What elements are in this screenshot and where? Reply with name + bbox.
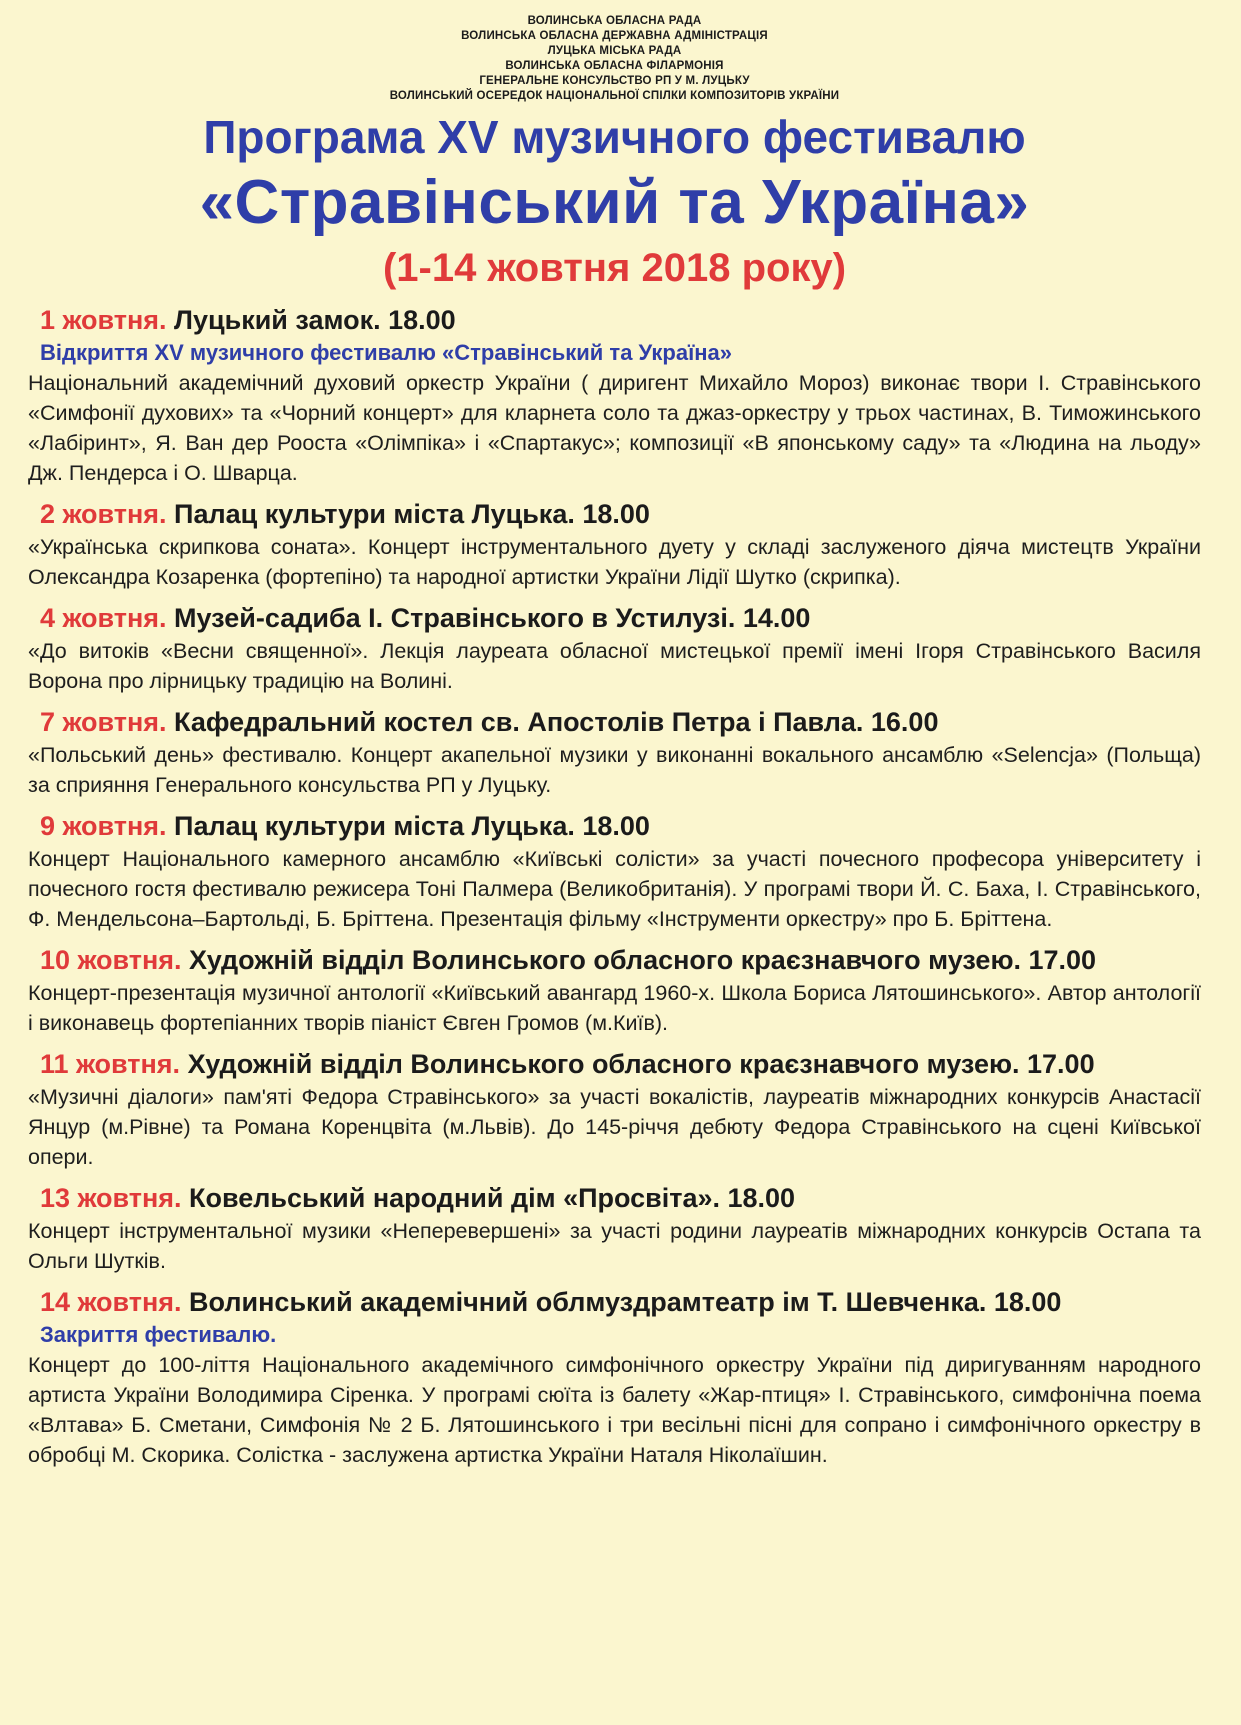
event-heading bbox=[28, 704, 1201, 740]
event-date: 9 жовтня. bbox=[40, 811, 167, 841]
event-venue: Палац культури міста Луцька. 18.00 bbox=[174, 499, 650, 529]
event-oct-13 bbox=[28, 1180, 1201, 1276]
event-venue: Луцький замок. 18.00 bbox=[174, 305, 456, 335]
event-description: «Польський день» фестивалю. Концерт акапельної музики у виконанні вокального ансамблю «Selencja» (Польща) за сприяння Генерального консульства РП у Луцьку. bbox=[28, 743, 1201, 797]
event-oct-7 bbox=[28, 704, 1201, 800]
organizer-line: ВОЛИНСЬКА ОБЛАСНА ФІЛАРМОНІЯ bbox=[505, 60, 724, 72]
event-oct-14 bbox=[28, 1284, 1201, 1470]
event-description: Концерт інструментальної музики «Неперевершені» за участі родини лауреатів міжнародних конкурсів Остапа та Ольги Шутків. bbox=[28, 1219, 1201, 1273]
event-heading bbox=[28, 600, 1201, 636]
organizer-line: ВОЛИНСЬКА ОБЛАСНА РАДА bbox=[527, 15, 702, 27]
event-oct-1 bbox=[28, 302, 1201, 488]
event-venue: Ковельський народний дім «Просвіта». 18.00 bbox=[189, 1183, 796, 1213]
event-heading bbox=[28, 1046, 1201, 1082]
event-heading bbox=[28, 1180, 1201, 1216]
event-venue: Художній відділ Волинського обласного краєзнавчого музею. 17.00 bbox=[187, 1049, 1095, 1079]
organizers-list bbox=[28, 14, 1201, 104]
event-heading bbox=[28, 302, 1201, 338]
event-heading bbox=[28, 496, 1201, 532]
event-venue: Кафедральний костел св. Апостолів Петра і Павла. 16.00 bbox=[174, 707, 939, 737]
event-venue: Волинський академічний облмуздрамтеатр ім Т. Шевченка. 18.00 bbox=[189, 1287, 1062, 1317]
event-date: 10 жовтня. bbox=[40, 945, 182, 975]
event-venue: Палац культури міста Луцька. 18.00 bbox=[174, 811, 650, 841]
event-oct-2 bbox=[28, 496, 1201, 592]
event-date: 2 жовтня. bbox=[40, 499, 167, 529]
event-description: Концерт Національного камерного ансамблю «Київські солісти» за участі почесного професора університету і почесного гостя фестивалю режисера Тоні Палмера (Великобританія). У програмі твори Й. С. Баха, І. Стравінського, Ф. Мендельсона–Бартольді, Б. Бріттена. Презентація фільму «Інструменти оркестру» про Б. Бріттена. bbox=[28, 847, 1201, 931]
event-subtitle: Закриття фестивалю. bbox=[40, 1322, 277, 1347]
festival-name: «Стравінський та Україна» bbox=[199, 168, 1030, 237]
event-subtitle: Відкриття XV музичного фестивалю «Стравінський та Україна» bbox=[40, 340, 733, 365]
event-date: 14 жовтня. bbox=[40, 1287, 182, 1317]
event-date: 11 жовтня. bbox=[40, 1049, 181, 1079]
organizer-line: ВОЛИНСЬКА ОБЛАСНА ДЕРЖАВНА АДМІНІСТРАЦІЯ bbox=[461, 30, 768, 42]
event-oct-9 bbox=[28, 808, 1201, 934]
event-heading bbox=[28, 808, 1201, 844]
event-description: Національний академічний духовий оркестр України ( диригент Михайло Мороз) виконає твори І. Стравінського «Симфонії духових» та «Чорний концерт» для кларнета соло та джаз-оркестру у трьох частинах, В. Тиможинського «Лабіринт», Я. Ван дер Рооста «Олімпіка» і «Спартакус»; композиції «В японському саду» та «Людина на льоду» Дж. Пендерса і О. Шварца. bbox=[28, 371, 1201, 485]
event-date: 4 жовтня. bbox=[40, 603, 167, 633]
event-description: «До витоків «Весни священної». Лекція лауреата обласної мистецької премії імені Ігоря Стравінського Василя Ворона про лірницьку традицію на Волині. bbox=[28, 639, 1201, 693]
event-description: «Українська скрипкова соната». Концерт інструментального дуету у складі заслуженого діяча мистецтв України Олександра Козаренка (фортепіно) та народної артистки України Лідії Шутко (скрипка). bbox=[28, 535, 1201, 589]
event-description: Концерт до 100-ліття Національного академічного симфонічного оркестру України під диригуванням народного артиста України Володимира Сіренка. У програмі сюїта із балету «Жар-птиця» І. Стравінського, симфонічна поема «Влтава» Б. Сметани, Симфонія № 2 Б. Лятошинського і три весільні пісні для сопрано і симфонічного оркестру в обробці М. Скорика. Солістка - заслужена артистка України Наталя Ніколаїшин. bbox=[28, 1353, 1201, 1467]
event-heading bbox=[28, 942, 1201, 978]
organizer-line: ВОЛИНСЬКИЙ ОСЕРЕДОК НАЦІОНАЛЬНОЇ СПІЛКИ КОМПОЗИТОРІВ УКРАЇНИ bbox=[389, 90, 840, 102]
festival-dates: (1-14 жовтня 2018 року) bbox=[382, 246, 847, 290]
event-oct-11 bbox=[28, 1046, 1201, 1172]
event-oct-10 bbox=[28, 942, 1201, 1038]
event-venue: Музей-садиба І. Стравінського в Устилузі. 14.00 bbox=[174, 603, 811, 633]
event-venue: Художній відділ Волинського обласного краєзнавчого музею. 17.00 bbox=[189, 945, 1097, 975]
organizer-line: ЛУЦЬКА МІСЬКА РАДА bbox=[547, 45, 682, 57]
event-date: 7 жовтня. bbox=[40, 707, 167, 737]
page-title: Програма XV музичного фестивалю bbox=[203, 111, 1026, 163]
event-date: 13 жовтня. bbox=[40, 1183, 182, 1213]
event-heading bbox=[28, 1284, 1201, 1320]
event-date: 1 жовтня. bbox=[40, 305, 167, 335]
event-oct-4 bbox=[28, 600, 1201, 696]
event-description: «Музичні діалоги» пам'яті Федора Стравінського» за участі вокалістів, лауреатів міжнародних конкурсів Анастасії Янцур (м.Рівне) та Романа Коренцвіта (м.Львів). До 145-річчя дебюту Федора Стравінського на сцені Київської опери. bbox=[28, 1085, 1201, 1169]
organizer-line: ГЕНЕРАЛЬНЕ КОНСУЛЬСТВО РП У М. ЛУЦЬКУ bbox=[479, 75, 750, 87]
event-description: Концерт-презентація музичної антології «Київський авангард 1960-х. Школа Бориса Лятошинського». Автор антології і виконавець фортепіанних творів піаніст Євген Громов (м.Київ). bbox=[28, 981, 1201, 1035]
